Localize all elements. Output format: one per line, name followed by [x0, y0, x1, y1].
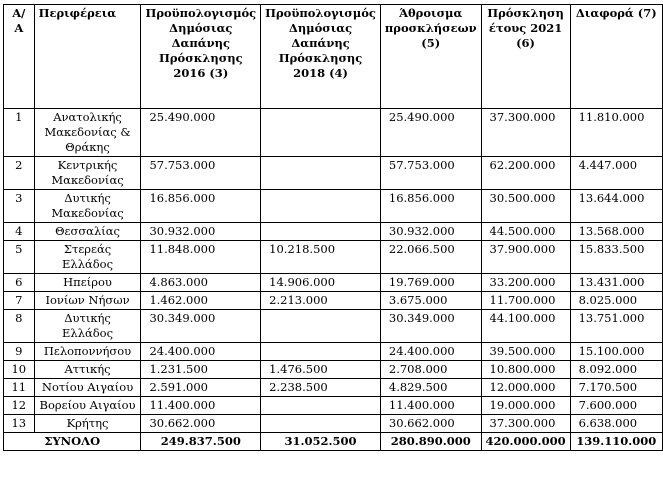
row-budget-2018	[261, 415, 381, 433]
row-sum: 30.662.000	[380, 415, 481, 433]
row-call-2021: 11.700.000	[481, 292, 570, 310]
total-sum: 280.890.000	[380, 433, 481, 451]
row-sum: 22.066.500	[380, 241, 481, 274]
row-call-2021: 30.500.000	[481, 190, 570, 223]
row-region: Θεσσαλίας	[34, 223, 141, 241]
row-budget-2018	[261, 109, 381, 157]
row-number: 10	[4, 361, 35, 379]
total-call-2021: 420.000.000	[481, 433, 570, 451]
row-number: 4	[4, 223, 35, 241]
row-call-2021: 12.000.000	[481, 379, 570, 397]
table-row	[4, 397, 663, 415]
table-row	[4, 343, 663, 361]
row-diff: 4.447.000	[570, 157, 662, 190]
row-budget-2018	[261, 397, 381, 415]
table-row	[4, 109, 663, 157]
row-region: Ηπείρου	[34, 274, 141, 292]
document-page	[3, 4, 663, 451]
row-budget-2018: 14.906.000	[261, 274, 381, 292]
row-diff: 7.600.000	[570, 397, 662, 415]
row-call-2021: 19.000.000	[481, 397, 570, 415]
row-call-2021: 37.300.000	[481, 415, 570, 433]
row-budget-2016: 30.662.000	[141, 415, 261, 433]
row-diff: 13.568.000	[570, 223, 662, 241]
row-number: 1	[4, 109, 35, 157]
row-region: Νοτίου Αιγαίου	[34, 379, 141, 397]
row-budget-2018: 2.213.000	[261, 292, 381, 310]
table-row	[4, 292, 663, 310]
row-sum: 30.349.000	[380, 310, 481, 343]
row-budget-2018	[261, 343, 381, 361]
row-budget-2018	[261, 190, 381, 223]
row-region: Αττικής	[34, 361, 141, 379]
table-row	[4, 274, 663, 292]
row-number: 11	[4, 379, 35, 397]
row-region: Στερεάς Ελλάδος	[34, 241, 141, 274]
row-call-2021: 10.800.000	[481, 361, 570, 379]
row-budget-2016: 1.462.000	[141, 292, 261, 310]
row-sum: 25.490.000	[380, 109, 481, 157]
row-number: 7	[4, 292, 35, 310]
row-number: 8	[4, 310, 35, 343]
table-row	[4, 157, 663, 190]
row-call-2021: 62.200.000	[481, 157, 570, 190]
row-number: 2	[4, 157, 35, 190]
table-row	[4, 241, 663, 274]
row-region: Ανατολικής Μακεδονίας & Θράκης	[34, 109, 141, 157]
table-row	[4, 415, 663, 433]
row-region: Πελοποννήσου	[34, 343, 141, 361]
table-row	[4, 310, 663, 343]
row-sum: 16.856.000	[380, 190, 481, 223]
row-diff: 6.638.000	[570, 415, 662, 433]
row-sum: 11.400.000	[380, 397, 481, 415]
row-sum: 2.708.000	[380, 361, 481, 379]
row-region: Δυτικής Μακεδονίας	[34, 190, 141, 223]
row-sum: 30.932.000	[380, 223, 481, 241]
row-number: 6	[4, 274, 35, 292]
row-number: 12	[4, 397, 35, 415]
header-sum: Άθροισμα προσκλήσεων (5)	[380, 5, 481, 109]
row-budget-2018: 1.476.500	[261, 361, 381, 379]
header-budget-2016: Προϋπολογισμός Δημόσιας Δαπάνης Πρόσκλησης 2016 (3)	[141, 5, 261, 109]
row-call-2021: 44.500.000	[481, 223, 570, 241]
row-budget-2016: 30.932.000	[141, 223, 261, 241]
row-region: Κρήτης	[34, 415, 141, 433]
header-region: Περιφέρεια	[34, 5, 141, 109]
row-budget-2016: 1.231.500	[141, 361, 261, 379]
row-budget-2016: 16.856.000	[141, 190, 261, 223]
row-number: 9	[4, 343, 35, 361]
row-sum: 4.829.500	[380, 379, 481, 397]
row-budget-2016: 25.490.000	[141, 109, 261, 157]
header-row	[4, 5, 663, 109]
header-call-2021: Πρόσκληση έτους 2021 (6)	[481, 5, 570, 109]
total-diff: 139.110.000	[570, 433, 662, 451]
row-budget-2016: 4.863.000	[141, 274, 261, 292]
row-number: 13	[4, 415, 35, 433]
table-row	[4, 190, 663, 223]
table-row	[4, 223, 663, 241]
row-diff: 13.431.000	[570, 274, 662, 292]
table-body	[4, 109, 663, 433]
table-row	[4, 361, 663, 379]
row-budget-2018	[261, 310, 381, 343]
total-budget-2016: 249.837.500	[141, 433, 261, 451]
table-row	[4, 379, 663, 397]
header-diff: Διαφορά (7)	[570, 5, 662, 109]
row-region: Κεντρικής Μακεδονίας	[34, 157, 141, 190]
row-region: Δυτικής Ελλάδος	[34, 310, 141, 343]
row-number: 5	[4, 241, 35, 274]
row-diff: 15.833.500	[570, 241, 662, 274]
row-budget-2016: 11.400.000	[141, 397, 261, 415]
row-call-2021: 44.100.000	[481, 310, 570, 343]
row-budget-2016: 57.753.000	[141, 157, 261, 190]
total-row	[4, 433, 663, 451]
row-diff: 8.092.000	[570, 361, 662, 379]
row-budget-2018: 10.218.500	[261, 241, 381, 274]
row-diff: 13.751.000	[570, 310, 662, 343]
total-label: ΣΥΝΟΛΟ	[4, 433, 141, 451]
row-budget-2018: 2.238.500	[261, 379, 381, 397]
row-budget-2016: 30.349.000	[141, 310, 261, 343]
row-region: Ιονίων Νήσων	[34, 292, 141, 310]
row-diff: 13.644.000	[570, 190, 662, 223]
row-call-2021: 37.900.000	[481, 241, 570, 274]
row-region: Βορείου Αιγαίου	[34, 397, 141, 415]
row-diff: 7.170.500	[570, 379, 662, 397]
total-budget-2018: 31.052.500	[261, 433, 381, 451]
row-diff: 15.100.000	[570, 343, 662, 361]
row-diff: 11.810.000	[570, 109, 662, 157]
row-sum: 57.753.000	[380, 157, 481, 190]
row-call-2021: 33.200.000	[481, 274, 570, 292]
row-call-2021: 39.500.000	[481, 343, 570, 361]
row-sum: 3.675.000	[380, 292, 481, 310]
row-sum: 19.769.000	[380, 274, 481, 292]
row-number: 3	[4, 190, 35, 223]
row-budget-2018	[261, 157, 381, 190]
budget-table	[3, 4, 663, 451]
header-aa: Α/Α	[4, 5, 35, 109]
header-budget-2018: Προϋπολογισμός Δημόσιας Δαπάνης Πρόσκλησης 2018 (4)	[261, 5, 381, 109]
row-call-2021: 37.300.000	[481, 109, 570, 157]
row-budget-2016: 11.848.000	[141, 241, 261, 274]
row-diff: 8.025.000	[570, 292, 662, 310]
row-budget-2016: 2.591.000	[141, 379, 261, 397]
row-budget-2016: 24.400.000	[141, 343, 261, 361]
row-sum: 24.400.000	[380, 343, 481, 361]
row-budget-2018	[261, 223, 381, 241]
